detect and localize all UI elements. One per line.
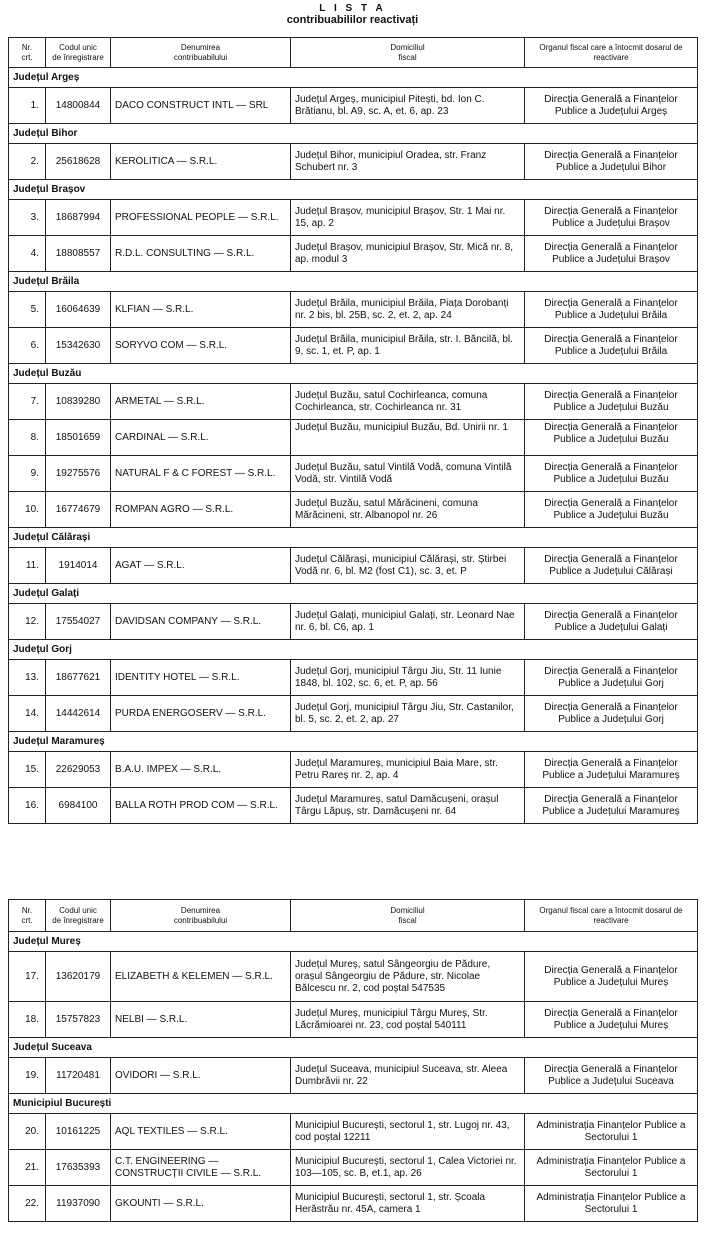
- table-row: [9, 292, 698, 328]
- fiscal-authority: Administrația Finanțelor Publice a Sectorului 1: [525, 1186, 698, 1222]
- taxpayer-name: AGAT — S.R.L.: [111, 548, 291, 584]
- taxpayer-name: NATURAL F & C FOREST — S.R.L.: [111, 456, 291, 492]
- table-row: [9, 752, 698, 788]
- row-number: 8.: [9, 420, 46, 456]
- taxpayer-name: KEROLITICA — S.R.L.: [111, 144, 291, 180]
- table-row: [9, 548, 698, 584]
- table-row: [9, 660, 698, 696]
- county-name: Județul Argeș: [9, 68, 698, 88]
- tax-id: 17635393: [46, 1150, 111, 1186]
- table-row: [9, 952, 698, 1002]
- fiscal-authority: Direcția Generală a Finanțelor Publice a Județului Bihor: [525, 144, 698, 180]
- table-row: [9, 604, 698, 640]
- fiscal-address: Județul Maramureș, satul Damăcușeni, orașul Târgu Lăpuș, str. Damăcușeni nr. 64: [291, 788, 525, 824]
- county-name: Județul Maramureș: [9, 732, 698, 752]
- taxpayer-name: ROMPAN AGRO — S.R.L.: [111, 492, 291, 528]
- column-header-name: Denumirea contribuabilului: [111, 900, 291, 932]
- county-name: Județul Mureș: [9, 932, 698, 952]
- tax-id: 1914014: [46, 548, 111, 584]
- table-row: [9, 696, 698, 732]
- table-row: [9, 384, 698, 420]
- tax-id: 18677621: [46, 660, 111, 696]
- taxpayer-table-2: [8, 899, 698, 1222]
- fiscal-address: Județul Mureș, satul Sângeorgiu de Pădure, orașul Sângeorgiu de Pădure, str. Nicolae Bălcescu nr. 2, cod poștal 547535: [291, 952, 525, 1002]
- taxpayer-name: NELBI — S.R.L.: [111, 1002, 291, 1038]
- row-number: 19.: [9, 1058, 46, 1094]
- fiscal-address: Județul Galați, municipiul Galați, str. Leonard Nae nr. 6, bl. C6, ap. 1: [291, 604, 525, 640]
- fiscal-address: Municipiul București, sectorul 1, str. Școala Herăstrău nr. 45A, camera 1: [291, 1186, 525, 1222]
- fiscal-authority: Direcția Generală a Finanțelor Publice a Județului Buzău: [525, 456, 698, 492]
- tax-id: 19275576: [46, 456, 111, 492]
- taxpayer-name: C.T. ENGINEERING — CONSTRUCȚII CIVILE — S.R.L.: [111, 1150, 291, 1186]
- document-title: L I S T A: [319, 3, 386, 14]
- table-row: [9, 1114, 698, 1150]
- fiscal-authority: Direcția Generală a Finanțelor Publice a Județului Suceava: [525, 1058, 698, 1094]
- table-row: [9, 328, 698, 364]
- fiscal-authority: Direcția Generală a Finanțelor Publice a Județului Călărași: [525, 548, 698, 584]
- tax-id: 18687994: [46, 200, 111, 236]
- row-number: 10.: [9, 492, 46, 528]
- row-number: 18.: [9, 1002, 46, 1038]
- tax-id: 22629053: [46, 752, 111, 788]
- table-row: [9, 144, 698, 180]
- county-group-row: [9, 1094, 698, 1114]
- fiscal-address: Județul Brașov, municipiul Brașov, Str. Mică nr. 8, ap. modul 3: [291, 236, 525, 272]
- tax-id: 14442614: [46, 696, 111, 732]
- taxpayer-name: B.A.U. IMPEX — S.R.L.: [111, 752, 291, 788]
- tax-id: 10839280: [46, 384, 111, 420]
- table-row: [9, 420, 698, 456]
- column-header-cui: Codul unic de înregistrare: [46, 900, 111, 932]
- county-group-row: [9, 364, 698, 384]
- tax-id: 11937090: [46, 1186, 111, 1222]
- row-number: 3.: [9, 200, 46, 236]
- tax-id: 15342630: [46, 328, 111, 364]
- column-header-addr: Domiciliul fiscal: [291, 38, 525, 68]
- fiscal-address: Județul Buzău, satul Mărăcineni, comuna Mărăcineni, str. Albanopol nr. 26: [291, 492, 525, 528]
- county-group-row: [9, 932, 698, 952]
- tax-id: 18501659: [46, 420, 111, 456]
- tax-id: 16774679: [46, 492, 111, 528]
- fiscal-authority: Direcția Generală a Finanțelor Publice a Județului Brașov: [525, 200, 698, 236]
- tax-id: 10161225: [46, 1114, 111, 1150]
- row-number: 21.: [9, 1150, 46, 1186]
- table-row: [9, 456, 698, 492]
- fiscal-authority: Direcția Generală a Finanțelor Publice a Județului Brașov: [525, 236, 698, 272]
- row-number: 13.: [9, 660, 46, 696]
- fiscal-address: Județul Brăila, municipiul Brăila, Piața Dorobanți nr. 2 bis, bl. 25B, sc. 2, et. 2, ap. 24: [291, 292, 525, 328]
- row-number: 1.: [9, 88, 46, 124]
- county-group-row: [9, 180, 698, 200]
- taxpayer-name: KLFIAN — S.R.L.: [111, 292, 291, 328]
- taxpayer-name: DACO CONSTRUCT INTL — SRL: [111, 88, 291, 124]
- county-name: Județul Buzău: [9, 364, 698, 384]
- column-header-org: Organul fiscal care a întocmit dosarul de reactivare: [525, 38, 698, 68]
- taxpayer-name: PURDA ENERGOSERV — S.R.L.: [111, 696, 291, 732]
- county-group-row: [9, 272, 698, 292]
- table-row: [9, 1186, 698, 1222]
- fiscal-authority: Direcția Generală a Finanțelor Publice a Județului Buzău: [525, 492, 698, 528]
- taxpayer-name: CARDINAL — S.R.L.: [111, 420, 291, 456]
- taxpayer-name: PROFESSIONAL PEOPLE — S.R.L.: [111, 200, 291, 236]
- tax-id: 17554027: [46, 604, 111, 640]
- row-number: 11.: [9, 548, 46, 584]
- header-row: [9, 38, 698, 68]
- taxpayer-name: ELIZABETH & KELEMEN — S.R.L.: [111, 952, 291, 1002]
- fiscal-address: Municipiul București, sectorul 1, Calea Victoriei nr. 103—105, sc. B, et.1, ap. 26: [291, 1150, 525, 1186]
- column-header-name: Denumirea contribuabilului: [111, 38, 291, 68]
- fiscal-address: Județul Bihor, municipiul Oradea, str. Franz Schubert nr. 3: [291, 144, 525, 180]
- column-header-addr: Domiciliul fiscal: [291, 900, 525, 932]
- county-name: Județul Călărași: [9, 528, 698, 548]
- county-group-row: [9, 124, 698, 144]
- taxpayer-name: OVIDORI — S.R.L.: [111, 1058, 291, 1094]
- document-subtitle: contribuabililor reactivați: [286, 14, 419, 26]
- fiscal-authority: Direcția Generală a Finanțelor Publice a Județului Maramureș: [525, 788, 698, 824]
- taxpayer-name: DAVIDSAN COMPANY — S.R.L.: [111, 604, 291, 640]
- fiscal-address: Județul Buzău, satul Vintilă Vodă, comuna Vintilă Vodă, str. Vintilă Vodă: [291, 456, 525, 492]
- header-row: [9, 900, 698, 932]
- fiscal-authority: Direcția Generală a Finanțelor Publice a Județului Brăila: [525, 328, 698, 364]
- county-name: Județul Galați: [9, 584, 698, 604]
- table-row: [9, 1058, 698, 1094]
- fiscal-address: Județul Argeș, municipiul Pitești, bd. Ion C. Brătianu, bl. A9, sc. A, et. 6, ap. 23: [291, 88, 525, 124]
- fiscal-address: Județul Mureș, municipiul Târgu Mureș, Str. Lăcrămioarei nr. 23, cod poștal 540111: [291, 1002, 525, 1038]
- tax-id: 13620179: [46, 952, 111, 1002]
- county-name: Județul Suceava: [9, 1038, 698, 1058]
- fiscal-authority: Administrația Finanțelor Publice a Sectorului 1: [525, 1150, 698, 1186]
- county-name: Județul Brașov: [9, 180, 698, 200]
- fiscal-authority: Direcția Generală a Finanțelor Publice a Județului Gorj: [525, 660, 698, 696]
- county-name: Municipiul București: [9, 1094, 698, 1114]
- fiscal-authority: Direcția Generală a Finanțelor Publice a Județului Maramureș: [525, 752, 698, 788]
- row-number: 7.: [9, 384, 46, 420]
- county-group-row: [9, 528, 698, 548]
- column-header-org: Organul fiscal care a întocmit dosarul de reactivare: [525, 900, 698, 932]
- taxpayer-name: BALLA ROTH PROD COM — S.R.L.: [111, 788, 291, 824]
- tax-id: 16064639: [46, 292, 111, 328]
- tax-id: 25618628: [46, 144, 111, 180]
- table-row: [9, 200, 698, 236]
- row-number: 22.: [9, 1186, 46, 1222]
- county-name: Județul Gorj: [9, 640, 698, 660]
- row-number: 15.: [9, 752, 46, 788]
- taxpayer-name: GKOUNTI — S.R.L.: [111, 1186, 291, 1222]
- table-row: [9, 236, 698, 272]
- county-group-row: [9, 584, 698, 604]
- column-header-nr: Nr. crt.: [9, 900, 46, 932]
- fiscal-authority: Direcția Generală a Finanțelor Publice a Județului Buzău: [525, 384, 698, 420]
- tax-id: 18808557: [46, 236, 111, 272]
- fiscal-address: Județul Suceava, municipiul Suceava, str. Aleea Dumbrăvii nr. 22: [291, 1058, 525, 1094]
- row-number: 6.: [9, 328, 46, 364]
- fiscal-address: Municipiul București, sectorul 1, str. Lugoj nr. 43, cod poștal 12211: [291, 1114, 525, 1150]
- table-row: [9, 788, 698, 824]
- fiscal-authority: Direcția Generală a Finanțelor Publice a Județului Mureș: [525, 1002, 698, 1038]
- county-group-row: [9, 68, 698, 88]
- fiscal-address: Județul Brăila, municipiul Brăila, str. I. Băncilă, bl. 9, sc. 1, et. P, ap. 1: [291, 328, 525, 364]
- county-name: Județul Bihor: [9, 124, 698, 144]
- fiscal-authority: Administrația Finanțelor Publice a Sectorului 1: [525, 1114, 698, 1150]
- fiscal-address: Județul Brașov, municipiul Brașov, Str. 1 Mai nr. 15, ap. 2: [291, 200, 525, 236]
- row-number: 20.: [9, 1114, 46, 1150]
- row-number: 17.: [9, 952, 46, 1002]
- fiscal-address: Județul Maramureș, municipiul Baia Mare, str. Petru Rareș nr. 2, ap. 4: [291, 752, 525, 788]
- row-number: 12.: [9, 604, 46, 640]
- column-header-nr: Nr. crt.: [9, 38, 46, 68]
- fiscal-authority: Direcția Generală a Finanțelor Publice a Județului Argeș: [525, 88, 698, 124]
- fiscal-authority: Direcția Generală a Finanțelor Publice a Județului Gorj: [525, 696, 698, 732]
- taxpayer-name: R.D.L. CONSULTING — S.R.L.: [111, 236, 291, 272]
- county-name: Județul Brăila: [9, 272, 698, 292]
- fiscal-address: Județul Buzău, municipiul Buzău, Bd. Unirii nr. 1: [291, 420, 525, 456]
- row-number: 2.: [9, 144, 46, 180]
- table-row: [9, 1150, 698, 1186]
- row-number: 9.: [9, 456, 46, 492]
- fiscal-address: Județul Gorj, municipiul Târgu Jiu, Str. Castanilor, bl. 5, sc. 2, et. 2, ap. 27: [291, 696, 525, 732]
- fiscal-authority: Direcția Generală a Finanțelor Publice a Județului Brăila: [525, 292, 698, 328]
- fiscal-address: Județul Călărași, municipiul Călărași, str. Știrbei Vodă nr. 6, bl. M2 (fost C1), sc. 3, et. P: [291, 548, 525, 584]
- row-number: 4.: [9, 236, 46, 272]
- taxpayer-name: SORYVO COM — S.R.L.: [111, 328, 291, 364]
- taxpayer-name: AQL TEXTILES — S.R.L.: [111, 1114, 291, 1150]
- fiscal-authority: Direcția Generală a Finanțelor Publice a Județului Buzău: [525, 420, 698, 456]
- taxpayer-name: ARMETAL — S.R.L.: [111, 384, 291, 420]
- taxpayer-name: IDENTITY HOTEL — S.R.L.: [111, 660, 291, 696]
- county-group-row: [9, 732, 698, 752]
- fiscal-authority: Direcția Generală a Finanțelor Publice a Județului Galați: [525, 604, 698, 640]
- taxpayer-table-1: [8, 37, 698, 824]
- tax-id: 15757823: [46, 1002, 111, 1038]
- county-group-row: [9, 1038, 698, 1058]
- table-row: [9, 88, 698, 124]
- table-row: [9, 492, 698, 528]
- tax-id: 6984100: [46, 788, 111, 824]
- row-number: 5.: [9, 292, 46, 328]
- fiscal-authority: Direcția Generală a Finanțelor Publice a Județului Mureș: [525, 952, 698, 1002]
- county-group-row: [9, 640, 698, 660]
- row-number: 14.: [9, 696, 46, 732]
- tax-id: 11720481: [46, 1058, 111, 1094]
- tax-id: 14800844: [46, 88, 111, 124]
- fiscal-address: Județul Buzău, satul Cochirleanca, comuna Cochirleanca, str. Cochirleanca nr. 31: [291, 384, 525, 420]
- table-row: [9, 1002, 698, 1038]
- fiscal-address: Județul Gorj, municipiul Târgu Jiu, Str. 11 Iunie 1848, bl. 102, sc. 6, et. P, ap. 56: [291, 660, 525, 696]
- column-header-cui: Codul unic de înregistrare: [46, 38, 111, 68]
- row-number: 16.: [9, 788, 46, 824]
